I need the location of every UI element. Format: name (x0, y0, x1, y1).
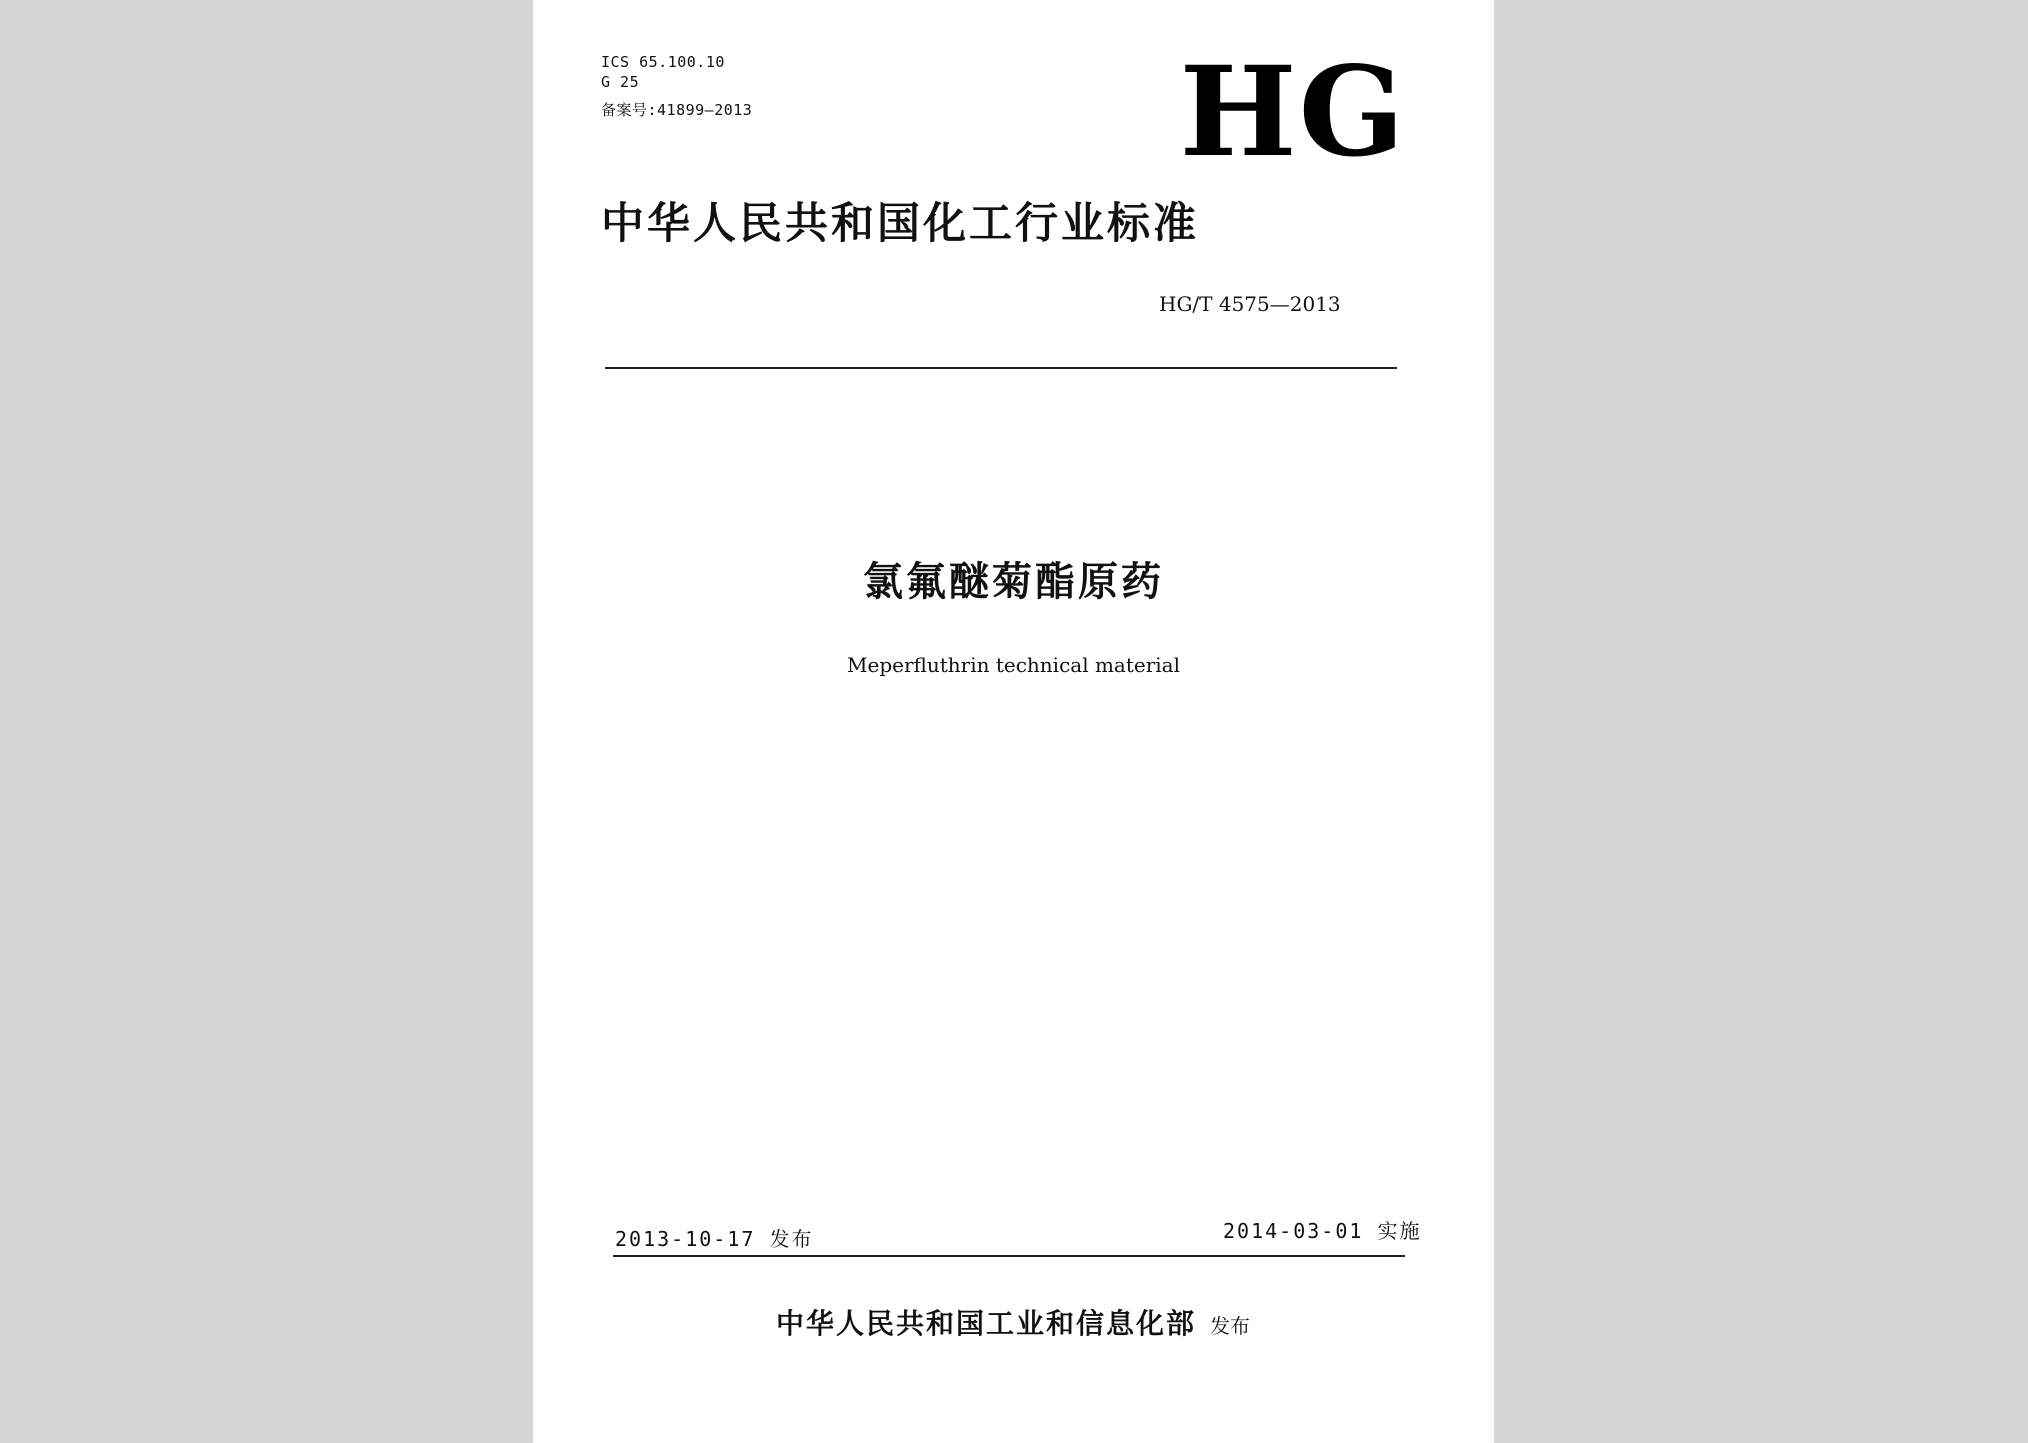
footer-divider (613, 1255, 1405, 1257)
implementation-date: 2014-03-01 实施 (1223, 1219, 1422, 1243)
standard-category-title: 中华人民共和国化工行业标准 (601, 199, 1199, 249)
publisher (703, 1302, 1323, 1342)
publisher-name: 中华人民共和国工业和信息化部 (775, 1307, 1196, 1340)
document-page (533, 0, 1494, 1443)
document-title-chinese: 氯氟醚菊酯原药 (863, 559, 1164, 605)
header-divider (605, 367, 1397, 369)
ccs-code: G 25 (601, 73, 640, 91)
standard-number: HG/T 4575—2013 (1159, 292, 1341, 316)
document-title-english: Meperfluthrin technical material (847, 653, 1180, 677)
issue-date: 2013-10-17 发布 (615, 1227, 814, 1251)
hg-logo: HG (1179, 40, 1407, 185)
publisher-suffix: 发布 (1210, 1314, 1250, 1338)
ics-code: ICS 65.100.10 (601, 53, 725, 71)
filing-number: 备案号:41899—2013 (601, 101, 753, 119)
